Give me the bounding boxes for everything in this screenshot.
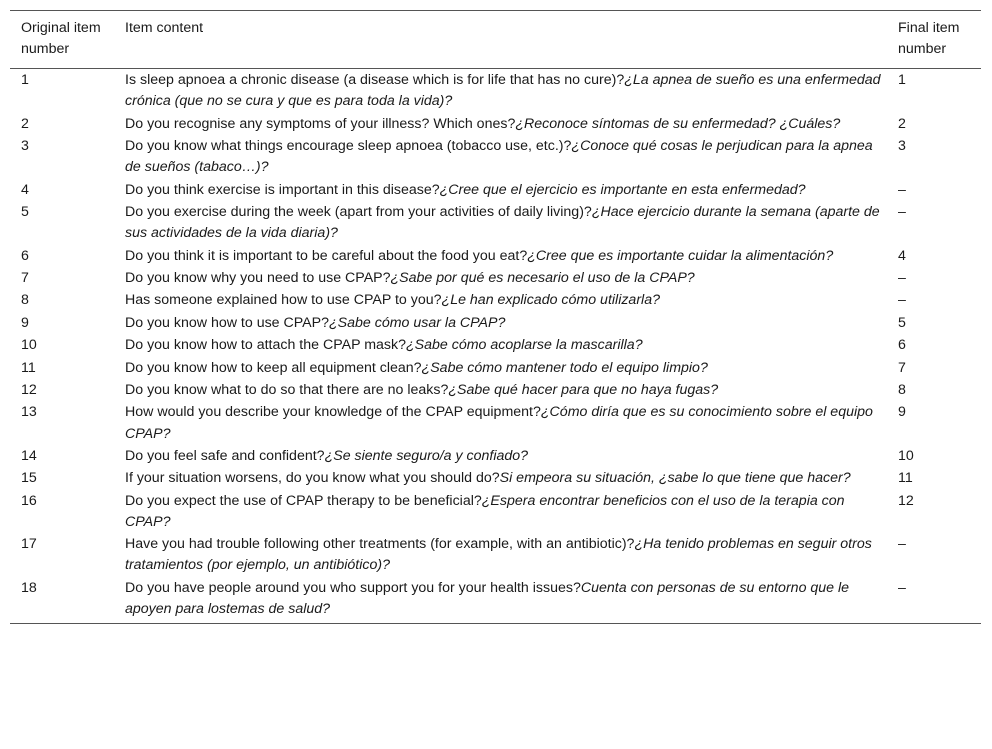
- final-item-number: –: [898, 269, 906, 286]
- final-item-number: 11: [898, 470, 913, 487]
- header-final-item-number: Final item number: [886, 11, 981, 69]
- item-content: [115, 468, 886, 490]
- header-row: [10, 11, 981, 69]
- item-content: [115, 534, 886, 578]
- table-header: [10, 11, 981, 69]
- original-item-number: 10: [21, 337, 37, 354]
- final-item-number: 1: [898, 72, 906, 88]
- original-item-number: 1: [21, 72, 29, 88]
- original-item-number: 15: [21, 470, 37, 487]
- table-row: [10, 491, 981, 535]
- item-content: [115, 380, 886, 402]
- item-content-spanish: ¿Sabe cómo mantener todo el equipo limpio?: [421, 359, 708, 376]
- item-content-spanish: ¿Ha tenido problemas en seguir otros tratamientos (por ejemplo, un antibiótico)?: [125, 536, 872, 574]
- item-content-spanish: ¿Sabe cómo acoplarse la mascarilla?: [406, 337, 643, 354]
- original-item-number: 6: [21, 247, 29, 264]
- final-item-number: 8: [898, 381, 906, 398]
- table-row: [10, 468, 981, 490]
- item-content-english: Do you think it is important to be careful about the food you eat?: [125, 247, 528, 264]
- item-content-english: Do you know how to use CPAP?: [125, 314, 329, 331]
- item-content-spanish: ¿Cree que es importante cuidar la alimentación?: [527, 247, 834, 264]
- item-content-spanish: ¿Espera encontrar beneficios con el uso de la terapia con CPAP?: [125, 492, 845, 530]
- table-row: [10, 402, 981, 446]
- table-row: [10, 446, 981, 468]
- original-item-number: 11: [21, 359, 36, 376]
- original-item-number: 9: [21, 314, 29, 331]
- item-content: [115, 446, 886, 468]
- final-item-number: 3: [898, 137, 906, 154]
- item-content: [115, 202, 886, 246]
- original-item-number: 4: [21, 181, 29, 198]
- item-content: [115, 180, 886, 202]
- table-row: [10, 335, 981, 357]
- table-row: [10, 268, 981, 290]
- original-item-number: 3: [21, 137, 29, 154]
- item-content-spanish: ¿Sabe qué hacer para que no haya fugas?: [448, 381, 719, 398]
- table-row: [10, 380, 981, 402]
- item-content-spanish: ¿Hace ejercicio durante la semana (aparte de sus actividades de la vida diaria)?: [125, 203, 880, 242]
- original-item-number: 12: [21, 381, 37, 398]
- item-content: [115, 290, 886, 312]
- item-content-english: Has someone explained how to use CPAP to you?: [125, 292, 442, 309]
- item-content: [115, 578, 886, 623]
- item-content-english: Do you know how to attach the CPAP mask?: [125, 337, 407, 354]
- table-row: [10, 114, 981, 136]
- item-content-spanish: Cuenta con personas de su entorno que le apoyen para lostemas de salud?: [125, 579, 850, 618]
- final-item-number: –: [898, 292, 906, 309]
- item-content: [115, 402, 886, 446]
- final-item-number: 10: [898, 447, 914, 464]
- original-item-number: 8: [21, 292, 29, 309]
- final-item-number: –: [898, 536, 906, 553]
- item-content: [115, 136, 886, 180]
- item-content-english: Have you had trouble following other treatments (for example, with an antibiotic)?: [125, 536, 635, 553]
- final-item-number: 4: [898, 247, 906, 264]
- original-item-number: 5: [21, 203, 29, 220]
- item-content: [115, 491, 886, 535]
- header-item-content: Item content: [115, 11, 886, 69]
- item-content-english: Do you know how to keep all equipment clean?: [125, 359, 422, 376]
- item-content-english: Do you recognise any symptoms of your illness? Which ones?: [125, 115, 516, 132]
- item-content-spanish: ¿Reconoce síntomas de su enfermedad? ¿Cuáles?: [515, 115, 841, 132]
- item-content-spanish: ¿La apnea de sueño es una enfermedad crónica (que no se cura y que es para toda la vida)?: [125, 72, 881, 110]
- original-item-number: 17: [21, 536, 37, 553]
- item-content: [115, 335, 886, 357]
- item-content-english: Do you feel safe and confident?: [125, 447, 325, 464]
- item-content-english: Do you know why you need to use CPAP?: [125, 269, 391, 286]
- original-item-number: 16: [21, 492, 37, 509]
- final-item-number: 5: [898, 314, 906, 331]
- table-row: [10, 313, 981, 335]
- item-content-english: Do you know what things encourage sleep apnoea (tobacco use, etc.)?: [125, 137, 572, 154]
- item-content-english: How would you describe your knowledge of the CPAP equipment?: [125, 404, 541, 421]
- item-content-english: Do you exercise during the week (apart from your activities of daily living)?: [125, 203, 592, 220]
- item-content-english: Do you know what to do so that there are no leaks?: [125, 381, 449, 398]
- table-row: [10, 578, 981, 623]
- item-content-spanish: ¿Cree que el ejercicio es importante en esta enfermedad?: [439, 181, 806, 198]
- item-content-spanish: ¿Sabe cómo usar la CPAP?: [329, 314, 506, 331]
- final-item-number: –: [898, 203, 906, 220]
- original-item-number: 2: [21, 115, 29, 132]
- items-table-container: [10, 10, 981, 624]
- item-content-english: If your situation worsens, do you know what you should do?: [125, 470, 500, 487]
- final-item-number: 2: [898, 115, 906, 132]
- item-content: [115, 246, 886, 268]
- item-content-spanish: Si empeora su situación, ¿sabe lo que tiene que hacer?: [499, 470, 851, 487]
- item-content-spanish: ¿Conoce qué cosas le perjudican para la apnea de sueños (tabaco…)?: [125, 137, 873, 176]
- item-content-spanish: ¿Sabe por qué es necesario el uso de la CPAP?: [390, 269, 695, 286]
- item-content-spanish: ¿Se siente seguro/a y confiado?: [324, 447, 529, 464]
- table-row: [10, 534, 981, 578]
- item-content-english: Do you think exercise is important in this disease?: [125, 181, 440, 198]
- item-content-english: Is sleep apnoea a chronic disease (a disease which is for life that has no cure)?: [125, 72, 625, 88]
- final-item-number: 7: [898, 359, 906, 376]
- table-row: [10, 358, 981, 380]
- item-content-spanish: ¿Le han explicado cómo utilizarla?: [441, 292, 660, 309]
- final-item-number: 12: [898, 492, 914, 509]
- original-item-number: 18: [21, 579, 37, 596]
- item-content: [115, 268, 886, 290]
- table-body: [10, 69, 981, 624]
- original-item-number: 14: [21, 447, 37, 464]
- table-row: [10, 246, 981, 268]
- table-row: [10, 202, 981, 246]
- table-row: [10, 136, 981, 180]
- table-row: [10, 180, 981, 202]
- final-item-number: 6: [898, 337, 906, 354]
- items-table: [10, 11, 981, 623]
- table-row: [10, 290, 981, 312]
- item-content-english: Do you expect the use of CPAP therapy to be beneficial?: [125, 492, 482, 509]
- item-content: [115, 313, 886, 335]
- final-item-number: –: [898, 579, 906, 596]
- item-content-spanish: ¿Cómo diría que es su conocimiento sobre el equipo CPAP?: [125, 404, 873, 442]
- item-content: [115, 69, 886, 114]
- final-item-number: 9: [898, 404, 906, 421]
- item-content-english: Do you have people around you who support you for your health issues?: [125, 579, 581, 596]
- item-content: [115, 114, 886, 136]
- original-item-number: 7: [21, 269, 29, 286]
- table-row: [10, 69, 981, 114]
- original-item-number: 13: [21, 404, 37, 421]
- header-original-item-number: Original item number: [10, 11, 115, 69]
- final-item-number: –: [898, 181, 906, 198]
- item-content: [115, 358, 886, 380]
